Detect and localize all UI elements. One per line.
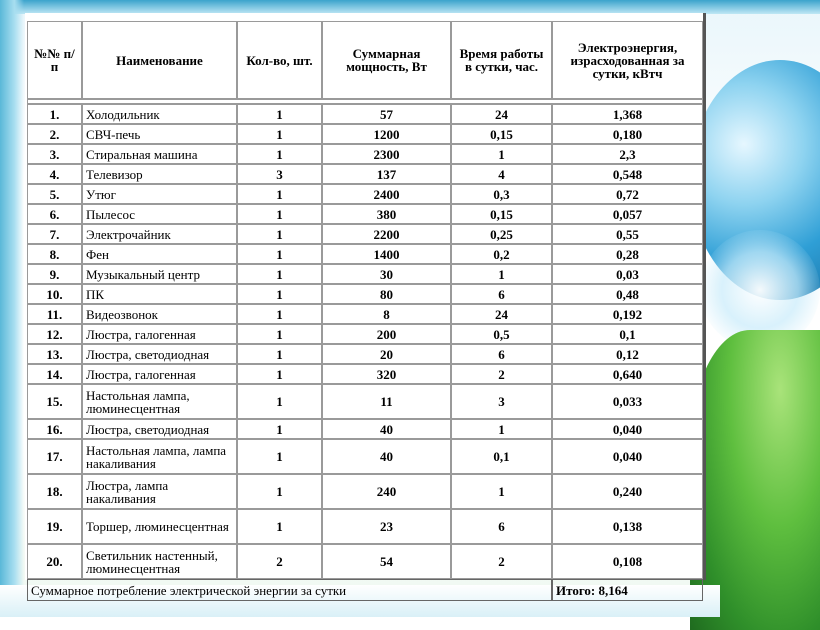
row-energy: 0,03 bbox=[552, 264, 703, 284]
row-energy: 0,12 bbox=[552, 344, 703, 364]
row-name: Холодильник bbox=[82, 104, 237, 124]
row-name: Люстра, светодиодная bbox=[82, 344, 237, 364]
row-hours: 0,15 bbox=[451, 204, 552, 224]
table-row bbox=[27, 439, 703, 474]
row-quantity: 1 bbox=[237, 304, 322, 324]
table-row bbox=[27, 204, 703, 224]
total-label: Суммарное потребление электрической энергии за сутки bbox=[27, 579, 552, 601]
row-number: 6. bbox=[27, 204, 82, 224]
header-hours: Время работы в сутки, час. bbox=[451, 21, 552, 99]
row-energy: 0,180 bbox=[552, 124, 703, 144]
row-hours: 4 bbox=[451, 164, 552, 184]
row-power: 137 bbox=[322, 164, 451, 184]
row-number: 4. bbox=[27, 164, 82, 184]
row-quantity: 1 bbox=[237, 264, 322, 284]
row-name: Торшер, люминесцентная bbox=[82, 509, 237, 544]
total-value: Итого: 8,164 bbox=[552, 579, 703, 601]
table-row bbox=[27, 164, 703, 184]
table-row bbox=[27, 124, 703, 144]
row-power: 240 bbox=[322, 474, 451, 509]
total-row bbox=[27, 579, 703, 601]
row-hours: 1 bbox=[451, 144, 552, 164]
row-name: Люстра, светодиодная bbox=[82, 419, 237, 439]
row-number: 11. bbox=[27, 304, 82, 324]
row-power: 30 bbox=[322, 264, 451, 284]
row-hours: 1 bbox=[451, 419, 552, 439]
row-hours: 0,5 bbox=[451, 324, 552, 344]
table-row bbox=[27, 144, 703, 164]
table-row bbox=[27, 384, 703, 419]
row-power: 1400 bbox=[322, 244, 451, 264]
row-power: 2200 bbox=[322, 224, 451, 244]
row-energy: 2,3 bbox=[552, 144, 703, 164]
row-energy: 0,033 bbox=[552, 384, 703, 419]
row-energy: 0,108 bbox=[552, 544, 703, 579]
row-number: 14. bbox=[27, 364, 82, 384]
row-name: СВЧ-печь bbox=[82, 124, 237, 144]
row-energy: 0,040 bbox=[552, 419, 703, 439]
row-number: 1. bbox=[27, 104, 82, 124]
slide-top-band bbox=[0, 0, 820, 14]
row-number: 20. bbox=[27, 544, 82, 579]
row-power: 80 bbox=[322, 284, 451, 304]
row-power: 200 bbox=[322, 324, 451, 344]
table-row bbox=[27, 544, 703, 579]
row-number: 2. bbox=[27, 124, 82, 144]
header-name: Наименование bbox=[82, 21, 237, 99]
row-quantity: 1 bbox=[237, 384, 322, 419]
row-energy: 0,192 bbox=[552, 304, 703, 324]
row-energy: 0,240 bbox=[552, 474, 703, 509]
row-power: 57 bbox=[322, 104, 451, 124]
row-number: 8. bbox=[27, 244, 82, 264]
row-energy: 0,1 bbox=[552, 324, 703, 344]
table-row bbox=[27, 304, 703, 324]
row-name: Утюг bbox=[82, 184, 237, 204]
row-hours: 2 bbox=[451, 544, 552, 579]
row-quantity: 2 bbox=[237, 544, 322, 579]
row-number: 12. bbox=[27, 324, 82, 344]
row-quantity: 1 bbox=[237, 204, 322, 224]
row-hours: 24 bbox=[451, 104, 552, 124]
row-number: 9. bbox=[27, 264, 82, 284]
row-name: Телевизор bbox=[82, 164, 237, 184]
row-name: Настольная лампа, лампа накаливания bbox=[82, 439, 237, 474]
row-name: Люстра, галогенная bbox=[82, 364, 237, 384]
row-quantity: 1 bbox=[237, 224, 322, 244]
row-quantity: 1 bbox=[237, 184, 322, 204]
table-row bbox=[27, 184, 703, 204]
table-sheet bbox=[25, 13, 706, 598]
table-row bbox=[27, 344, 703, 364]
row-power: 54 bbox=[322, 544, 451, 579]
row-energy: 0,040 bbox=[552, 439, 703, 474]
row-quantity: 1 bbox=[237, 344, 322, 364]
row-energy: 0,138 bbox=[552, 509, 703, 544]
table-row bbox=[27, 284, 703, 304]
table-row bbox=[27, 324, 703, 344]
row-hours: 0,15 bbox=[451, 124, 552, 144]
row-power: 2400 bbox=[322, 184, 451, 204]
header-number: №№ п/п bbox=[27, 21, 82, 99]
row-power: 380 bbox=[322, 204, 451, 224]
row-energy: 0,48 bbox=[552, 284, 703, 304]
row-number: 13. bbox=[27, 344, 82, 364]
row-hours: 6 bbox=[451, 344, 552, 364]
row-power: 23 bbox=[322, 509, 451, 544]
table-row bbox=[27, 244, 703, 264]
header-power: Суммарная мощность, Вт bbox=[322, 21, 451, 99]
row-power: 11 bbox=[322, 384, 451, 419]
row-quantity: 1 bbox=[237, 244, 322, 264]
row-name: Настольная лампа, люминесцентная bbox=[82, 384, 237, 419]
table-row bbox=[27, 364, 703, 384]
table-row bbox=[27, 104, 703, 124]
row-name: Светильник настенный, люминесцентная bbox=[82, 544, 237, 579]
row-number: 16. bbox=[27, 419, 82, 439]
row-power: 2300 bbox=[322, 144, 451, 164]
row-quantity: 1 bbox=[237, 419, 322, 439]
row-name: Электрочайник bbox=[82, 224, 237, 244]
row-hours: 1 bbox=[451, 474, 552, 509]
row-number: 10. bbox=[27, 284, 82, 304]
row-energy: 0,55 bbox=[552, 224, 703, 244]
row-power: 20 bbox=[322, 344, 451, 364]
table-row bbox=[27, 224, 703, 244]
row-name: Люстра, лампа накаливания bbox=[82, 474, 237, 509]
row-hours: 2 bbox=[451, 364, 552, 384]
table-row bbox=[27, 419, 703, 439]
row-name: Пылесос bbox=[82, 204, 237, 224]
row-power: 320 bbox=[322, 364, 451, 384]
energy-consumption-table bbox=[27, 21, 703, 601]
row-power: 40 bbox=[322, 439, 451, 474]
row-quantity: 1 bbox=[237, 284, 322, 304]
row-quantity: 1 bbox=[237, 439, 322, 474]
row-energy: 0,640 bbox=[552, 364, 703, 384]
row-hours: 6 bbox=[451, 284, 552, 304]
row-name: Видеозвонок bbox=[82, 304, 237, 324]
table-row bbox=[27, 509, 703, 544]
row-number: 7. bbox=[27, 224, 82, 244]
row-name: ПК bbox=[82, 284, 237, 304]
row-hours: 0,25 bbox=[451, 224, 552, 244]
row-quantity: 1 bbox=[237, 104, 322, 124]
table-row bbox=[27, 264, 703, 284]
table-row bbox=[27, 474, 703, 509]
row-hours: 3 bbox=[451, 384, 552, 419]
row-power: 40 bbox=[322, 419, 451, 439]
row-name: Стиральная машина bbox=[82, 144, 237, 164]
row-quantity: 1 bbox=[237, 364, 322, 384]
row-hours: 24 bbox=[451, 304, 552, 324]
row-energy: 1,368 bbox=[552, 104, 703, 124]
slide-left-band bbox=[0, 0, 24, 617]
row-name: Люстра, галогенная bbox=[82, 324, 237, 344]
row-number: 17. bbox=[27, 439, 82, 474]
header-energy: Электроэнергия, израсходованная за сутки, кВтч bbox=[552, 21, 703, 99]
row-power: 1200 bbox=[322, 124, 451, 144]
row-energy: 0,057 bbox=[552, 204, 703, 224]
row-energy: 0,72 bbox=[552, 184, 703, 204]
row-quantity: 1 bbox=[237, 124, 322, 144]
row-hours: 6 bbox=[451, 509, 552, 544]
header-row bbox=[27, 21, 703, 99]
row-quantity: 1 bbox=[237, 509, 322, 544]
row-hours: 0,1 bbox=[451, 439, 552, 474]
row-quantity: 1 bbox=[237, 474, 322, 509]
row-power: 8 bbox=[322, 304, 451, 324]
row-energy: 0,28 bbox=[552, 244, 703, 264]
row-number: 18. bbox=[27, 474, 82, 509]
row-hours: 0,3 bbox=[451, 184, 552, 204]
row-number: 19. bbox=[27, 509, 82, 544]
row-hours: 1 bbox=[451, 264, 552, 284]
row-number: 5. bbox=[27, 184, 82, 204]
row-quantity: 1 bbox=[237, 144, 322, 164]
row-hours: 0,2 bbox=[451, 244, 552, 264]
row-quantity: 1 bbox=[237, 324, 322, 344]
row-name: Фен bbox=[82, 244, 237, 264]
row-energy: 0,548 bbox=[552, 164, 703, 184]
row-quantity: 3 bbox=[237, 164, 322, 184]
row-number: 3. bbox=[27, 144, 82, 164]
header-quantity: Кол-во, шт. bbox=[237, 21, 322, 99]
row-name: Музыкальный центр bbox=[82, 264, 237, 284]
row-number: 15. bbox=[27, 384, 82, 419]
